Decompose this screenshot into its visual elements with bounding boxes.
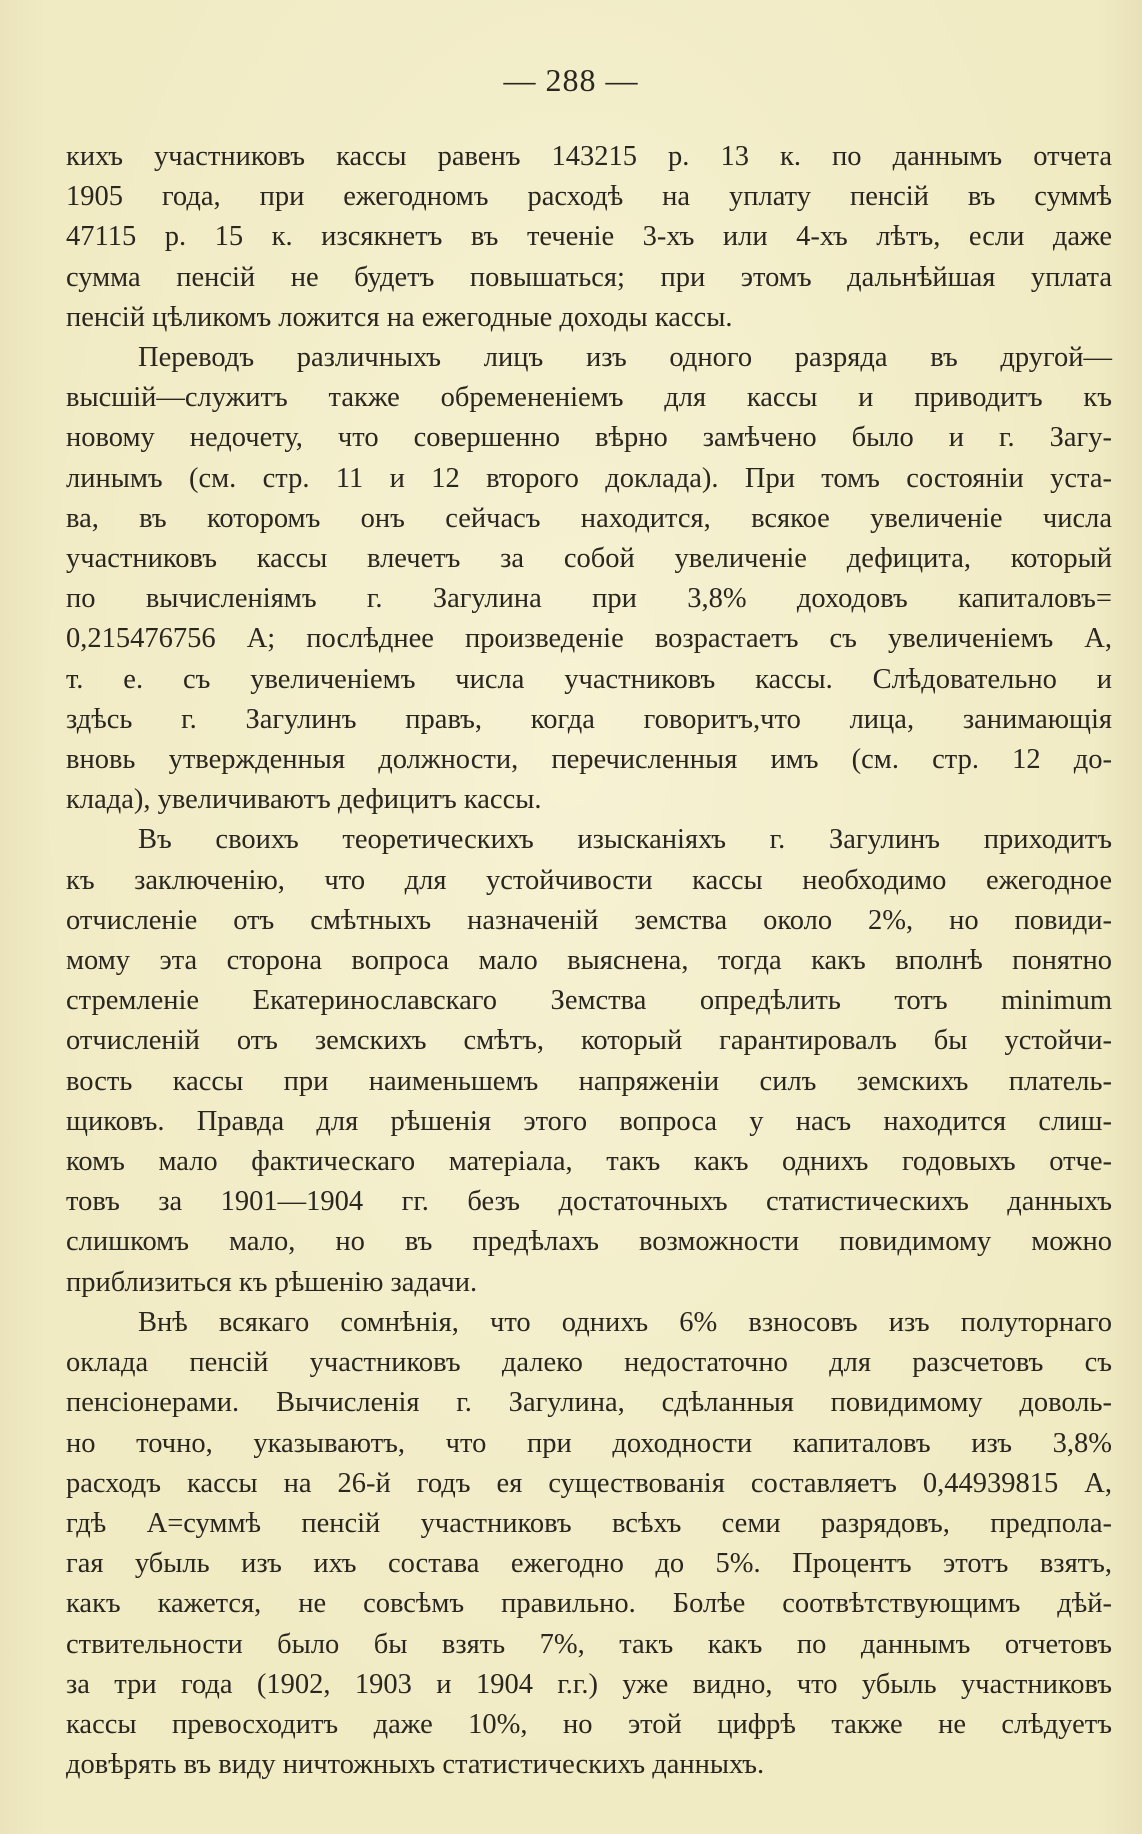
text-line: вновь утвержденныя должности, перечисленныя имъ (см. стр. 12 до- xyxy=(66,744,1112,776)
text-line: ва, въ которомъ онъ сейчасъ находится, всякое увеличеніе числа xyxy=(66,502,1112,534)
text-line: стремленіе Екатеринославскаго Земства опредѣлить тотъ minimum xyxy=(66,985,1112,1017)
text-line: мому эта сторона вопроса мало выяснена, тогда какъ вполнѣ понятно xyxy=(66,945,1112,977)
text-line: гая убыль изъ ихъ состава ежегодно до 5%. Процентъ этотъ взятъ, xyxy=(66,1548,1112,1580)
text-line: слишкомъ мало, но въ предѣлахъ возможности повидимому можно xyxy=(66,1226,1112,1258)
text-line: расходъ кассы на 26-й годъ ея существованія составляетъ 0,44939815 А, xyxy=(66,1467,1112,1499)
text-line: отчисленіе отъ смѣтныхъ назначеній земства около 2%, но повиди- xyxy=(66,904,1112,936)
text-line: пенсіонерами. Вычисленія г. Загулина, сдѣланныя повидимому доволь- xyxy=(66,1387,1112,1419)
page-number: — 288 — xyxy=(503,62,639,98)
text-line: щиковъ. Правда для рѣшенія этого вопроса у насъ находится слиш- xyxy=(66,1105,1112,1137)
paragraph-4 xyxy=(66,1303,1112,1785)
paragraph-2 xyxy=(66,338,1112,820)
text-line: оклада пенсій участниковъ далеко недостаточно для разсчетовъ съ xyxy=(66,1347,1112,1379)
text-line: 0,215476756 А; послѣднее произведеніе возрастаетъ съ увеличеніемъ А, xyxy=(66,623,1112,655)
text-line: но точно, указываютъ, что при доходности капиталовъ изъ 3,8% xyxy=(66,1427,1112,1459)
page-body xyxy=(66,137,1112,1785)
text-line: т. е. съ увеличеніемъ числа участниковъ кассы. Слѣдовательно и xyxy=(66,663,1112,695)
paragraph-3 xyxy=(66,820,1112,1302)
text-line: 47115 р. 15 к. изсякнетъ въ теченіе 3-хъ или 4-хъ лѣтъ, если даже xyxy=(66,221,1112,253)
text-line: кихъ участниковъ кассы равенъ 143215 р. 13 к. по даннымъ отчета xyxy=(66,141,1112,172)
text-line: Въ своихъ теоретическихъ изысканіяхъ г. Загулинъ приходитъ xyxy=(138,824,1112,856)
text-line: вость кассы при наименьшемъ напряженіи силъ земскихъ платель- xyxy=(66,1065,1112,1097)
text-line: высшій—служитъ также обремененіемъ для кассы и приводитъ къ xyxy=(66,382,1112,414)
text-line: Переводъ различныхъ лицъ изъ одного разряда въ другой— xyxy=(138,342,1112,374)
text-line: комъ мало фактическаго матеріала, такъ какъ однихъ годовыхъ отче- xyxy=(66,1146,1112,1178)
text-line: 1905 года, при ежегодномъ расходѣ на уплату пенсій въ суммѣ xyxy=(66,181,1112,213)
text-line: клада), увеличиваютъ дефицитъ кассы. xyxy=(66,784,542,816)
text-line: здѣсь г. Загулинъ правъ, когда говоритъ,что лица, занимающія xyxy=(66,703,1112,735)
text-line: по вычисленіямъ г. Загулина при 3,8% доходовъ капиталовъ= xyxy=(66,583,1112,615)
text-line: Внѣ всякаго сомнѣнія, что однихъ 6% взносовъ изъ полуторнаго xyxy=(138,1306,1112,1338)
text-line: новому недочету, что совершенно вѣрно замѣчено было и г. Загу- xyxy=(66,422,1112,454)
text-line: за три года (1902, 1903 и 1904 г.г.) уже видно, что убыль участниковъ xyxy=(66,1668,1112,1700)
paragraph-1 xyxy=(66,137,1112,338)
text-line: сумма пенсій не будетъ повышаться; при этомъ дальнѣйшая уплата xyxy=(66,261,1112,293)
text-line: товъ за 1901—1904 гг. безъ достаточныхъ статистическихъ данныхъ xyxy=(66,1186,1112,1218)
text-line: какъ кажется, не совсѣмъ правильно. Болѣе соотвѣтствующимъ дѣй- xyxy=(66,1588,1112,1620)
text-line: линымъ (см. стр. 11 и 12 второго доклада). При томъ состояніи уста- xyxy=(66,462,1112,494)
text-line: гдѣ А=суммѣ пенсій участниковъ всѣхъ семи разрядовъ, предпола- xyxy=(66,1507,1112,1539)
text-line: довѣрять въ виду ничтожныхъ статистическихъ данныхъ. xyxy=(66,1749,765,1781)
text-line: отчисленій отъ земскихъ смѣтъ, который гарантировалъ бы устойчи- xyxy=(66,1025,1112,1057)
text-line: ствительности было бы взять 7%, такъ какъ по даннымъ отчетовъ xyxy=(66,1628,1112,1660)
text-line: участниковъ кассы влечетъ за собой увеличеніе дефицита, который xyxy=(66,543,1112,575)
text-line: приблизиться къ рѣшенію задачи. xyxy=(66,1266,478,1298)
text-line: кассы превосходитъ даже 10%, но этой цифрѣ также не слѣдуетъ xyxy=(66,1708,1112,1740)
text-line: пенсій цѣликомъ ложится на ежегодные доходы кассы. xyxy=(66,301,733,333)
text-line: къ заключенію, что для устойчивости кассы необходимо ежегодное xyxy=(66,864,1112,896)
